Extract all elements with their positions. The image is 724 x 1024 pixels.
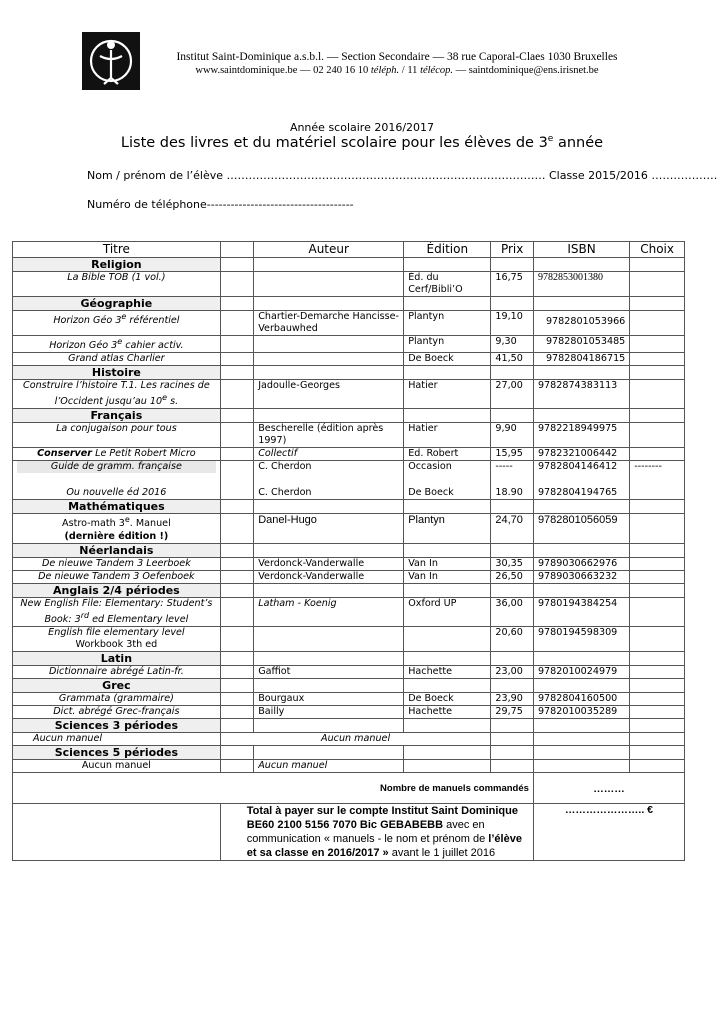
table-row: Horizon Géo 3e référentiel Chartier-Demarche Hancisse-Verbauwhed Plantyn 19,10 9782801053966: [13, 311, 685, 336]
choix-cell[interactable]: [630, 514, 685, 543]
table-row: Grand atlas Charlier De Boeck 41,50 9782804186715: [13, 353, 685, 366]
institution-address: Institut Saint-Dominique a.s.b.l. — Section Secondaire — 38 rue Caporal-Claes 1030 Bruxelles: [176, 51, 618, 63]
count-row: [13, 772, 685, 803]
website-link[interactable]: www.saintdominique.be: [195, 65, 298, 76]
table-row: Grammata (grammaire) Bourgaux De Boeck 23,90 9782804160500: [13, 692, 685, 705]
choix-cell[interactable]: [630, 353, 685, 366]
payment-amount-field[interactable]: ………………….. €: [533, 803, 684, 860]
fax-number: / 11: [401, 65, 418, 76]
choix-cell[interactable]: [630, 705, 685, 718]
logo-figure-icon: [82, 32, 140, 90]
section-row: Anglais 2/4 périodes: [13, 583, 685, 597]
fax-label: télécop.: [420, 65, 454, 76]
count-field[interactable]: ………: [533, 772, 684, 803]
section-row: Sciences 3 périodes: [13, 718, 685, 732]
email-link[interactable]: — saintdominique@ens.irisnet.be: [455, 65, 599, 76]
choix-cell[interactable]: [630, 380, 685, 409]
choix-cell[interactable]: [630, 692, 685, 705]
section-row: Religion: [13, 258, 685, 272]
section-row: Néerlandais: [13, 543, 685, 557]
school-year: Année scolaire 2016/2017: [289, 121, 435, 134]
section-row: Latin: [13, 651, 685, 665]
student-name-field[interactable]: Nom / prénom de l’élève …………………………………………………………………………… Classe 2015/2016 ………………: [87, 169, 718, 182]
count-label: Nombre de manuels commandés: [13, 772, 534, 803]
header-isbn: ISBN: [533, 242, 629, 258]
table-row: De nieuwe Tandem 3 Oefenboek Verdonck-Vanderwalle Van In 26,50 9789030663232: [13, 570, 685, 583]
section-row: Français: [13, 409, 685, 423]
book-list-table: [12, 241, 685, 861]
school-logo: [82, 32, 140, 90]
phone-number: — 02 240 16 10: [300, 65, 369, 76]
choix-cell[interactable]: [630, 665, 685, 678]
table-row: Astro-math 3e. Manuel (dernière édition !) Danel-Hugo Plantyn 24,70 9782801056059: [13, 514, 685, 543]
table-row: Aucun manuel Aucun manuel: [13, 732, 685, 745]
phone-field[interactable]: Numéro de téléphone-------------------------------------: [87, 198, 354, 211]
table-row: Horizon Géo 3e cahier activ. Plantyn 9,30 9782801053485: [13, 336, 685, 353]
choix-cell[interactable]: [630, 336, 685, 353]
table-header-row: [13, 242, 685, 258]
table-row: New English File: Elementary: Student’s Book: 3rd ed Elementary level Latham - Koenig Oxford UP 36,00 9780194384254: [13, 597, 685, 626]
table-row: De nieuwe Tandem 3 Leerboek Verdonck-Vanderwalle Van In 30,35 9789030662976: [13, 557, 685, 570]
choix-cell[interactable]: [630, 570, 685, 583]
choix-cell[interactable]: [630, 557, 685, 570]
section-row: Histoire: [13, 366, 685, 380]
section-row: Sciences 5 périodes: [13, 745, 685, 759]
payment-instructions: Total à payer sur le compte Institut Saint Dominique BE60 2100 5156 7070 Bic GEBABEBB avec en communication « manuels - le nom et prénom de l’élève et sa classe en 2016/2017 » avant le 1 juillet 2016: [220, 803, 533, 860]
header-edition: Édition: [404, 242, 491, 258]
section-row: Grec: [13, 678, 685, 692]
choix-cell[interactable]: [630, 759, 685, 772]
choix-cell[interactable]: --------: [630, 461, 685, 500]
choix-cell[interactable]: [630, 311, 685, 336]
table-row: English file elementary level Workbook 3th ed 20,60 9780194598309: [13, 626, 685, 651]
table-row: Dictionnaire abrégé Latin-fr. Gaffiot Hachette 23,00 9782010024979: [13, 665, 685, 678]
header-choix: Choix: [630, 242, 685, 258]
institution-header: [162, 50, 632, 78]
choix-cell[interactable]: [630, 272, 685, 297]
table-row: La conjugaison pour tous Bescherelle (édition après 1997) Hatier 9,90 9782218949975: [13, 423, 685, 448]
table-row: Construire l’histoire T.1. Les racines de l’Occident jusqu’au 10e s. Jadoulle-Georges Hatier 27,00 9782874383113: [13, 380, 685, 409]
section-row: Géographie: [13, 297, 685, 311]
header-titre: Titre: [13, 242, 221, 258]
tel-label: téléph.: [370, 65, 400, 76]
choix-cell[interactable]: [630, 448, 685, 461]
table-row: Guide de gramm. française Ou nouvelle éd 2016 C. Cherdon C. Cherdon Occasion De Boeck ----- 18.90 9782804146412 9782804194765 --------: [13, 461, 685, 500]
choix-cell[interactable]: [630, 597, 685, 626]
page-title: Liste des livres et du matériel scolaire pour les élèves de 3e année: [120, 134, 604, 151]
table-row: Aucun manuel Aucun manuel: [13, 759, 685, 772]
header-auteur: Auteur: [254, 242, 404, 258]
payment-row: [13, 803, 685, 860]
header-prix: Prix: [491, 242, 534, 258]
choix-cell[interactable]: [630, 626, 685, 651]
section-row: Mathématiques: [13, 500, 685, 514]
table-row: Conserver Le Petit Robert Micro Collectif Ed. Robert 15,95 9782321006442: [13, 448, 685, 461]
table-row: Dict. abrégé Grec-français Bailly Hachette 29,75 9782010035289: [13, 705, 685, 718]
choix-cell[interactable]: [630, 732, 685, 745]
institution-contact: [162, 64, 632, 78]
choix-cell[interactable]: [630, 423, 685, 448]
table-row: La Bible TOB (1 vol.) Éd. du Cerf/Bibli’O 16,75 9782853001380: [13, 272, 685, 297]
